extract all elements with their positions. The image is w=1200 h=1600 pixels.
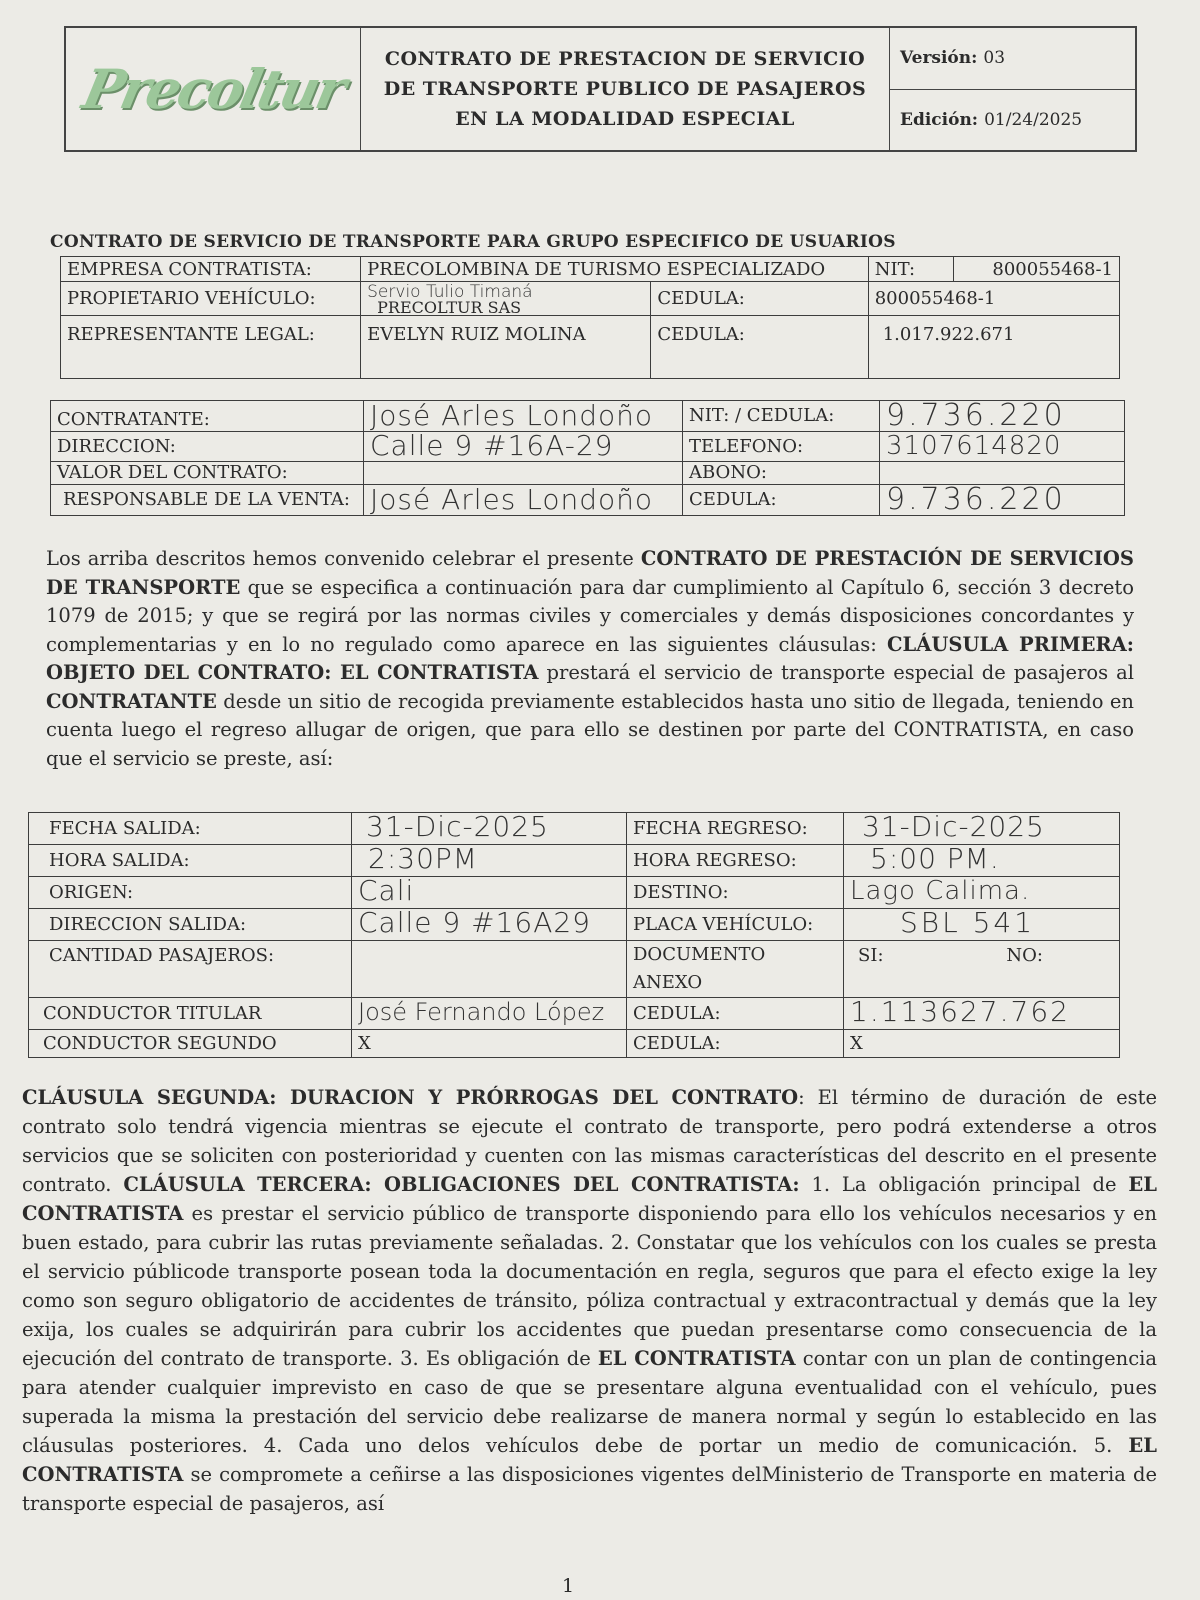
table-row [61, 316, 1120, 379]
table-row [51, 432, 1125, 462]
plate-label: PLACA VEHÍCULO: [627, 909, 844, 941]
origin-value: Cali [358, 876, 415, 907]
clause-text-1: : El término de duración de este contrato solo tendrá vigencia mientras se ejecute el contrato de transporte, pero podrá extenderse a otros servicios que se soliciten con posterioridad y cuenten con las mismas características del descrito en el presente contrato. [22, 1086, 1157, 1196]
table-row [51, 401, 1125, 432]
title-line-3: EN LA MODALIDAD ESPECIAL [455, 108, 795, 130]
document-title [361, 28, 890, 150]
version-value: 03 [983, 48, 1006, 69]
company-logo [66, 28, 361, 150]
departure-date-value: 31-Dic-2025 [366, 812, 549, 843]
legal-rep-id-value: 1.017.922.671 [868, 316, 1119, 379]
intro-text-2: que se especifica a continuación para dar cumplimiento al Capítulo 6, sección 3 decreto 1079 de 2015; y que se regirá por las normas civiles y comerciales y demás disposiciones concordantes y complementarias y en lo no regulado como aparece en las siguientes cláusulas: [46, 575, 1134, 656]
table-row [29, 998, 1120, 1030]
edition-value: 01/24/2025 [984, 109, 1083, 130]
table-row [29, 877, 1120, 909]
page-number: 1 [562, 1575, 575, 1597]
nit-label: NIT: [868, 257, 954, 282]
seller-id-value-cell [880, 485, 1125, 516]
intro-text-4: desde un sitio de recogida previamente establecidos hasta uno sitio de llegada, teniendo en cuenta luego el regreso allugar de origen, que para ello se destinen por parte del CONTRATISTA, en caso que el servicio se preste, así: [46, 689, 1134, 770]
legal-rep-label: REPRESENTANTE LEGAL: [61, 316, 361, 379]
clauses-paragraph [22, 1083, 1157, 1518]
table-row [61, 257, 1120, 282]
address-label: DIRECCION: [51, 432, 364, 462]
client-table [50, 400, 1125, 516]
driver1-value: José Fernando López [358, 997, 605, 1026]
clause-text-3: es prestar el servicio público de transporte disponiendo para ello los vehículos necesarios y en buen estado, para cubrir las rutas previamente señaladas. 2. Constatar que los vehículos con los cuales se presta el servicio públicode transporte posean toda la documentación en regla, seguros que para el efecto exige la ley como son seguro obligatorio de accidentes de tránsito, póliza contractual y extracontractual y demás que la ley exija, los cuales se adquirirán para cubrir los accidentes que puedan presentarse como consecuencia de la ejecución del contrato de transporte. 3. Es obligación de [22, 1202, 1157, 1370]
seller-id-label: CEDULA: [683, 485, 880, 516]
clause-text-2: 1. La obligación principal de [799, 1173, 1129, 1196]
client-nit-value-cell [880, 401, 1125, 432]
destination-cell [844, 877, 1120, 909]
departure-time-label: HORA SALIDA: [29, 845, 352, 877]
client-nit-value: 9.736.220 [886, 400, 1066, 432]
departure-time-value: 2:30PM [368, 844, 478, 875]
clause-bold-1: CLÁUSULA SEGUNDA: DURACION Y PRÓRROGAS DEL CONTRATO [22, 1086, 799, 1109]
origin-cell [352, 877, 627, 909]
trip-table [28, 812, 1120, 1058]
passengers-value [352, 941, 627, 998]
annex-options [844, 941, 1120, 998]
contractor-value: PRECOLOMBINA DE TURISMO ESPECIALIZADO [361, 257, 869, 282]
return-date-value: 31-Dic-2025 [862, 812, 1045, 843]
table-row [29, 813, 1120, 845]
phone-value: 3107614820 [886, 431, 1062, 461]
table-row [51, 462, 1125, 485]
return-date-cell [844, 813, 1120, 845]
address-value-cell [364, 432, 683, 462]
driver1-id-value: 1.113627.762 [850, 997, 1070, 1028]
driver2-id-value: X [844, 1030, 1120, 1058]
driver1-id-cell [844, 998, 1120, 1030]
intro-text-3: prestará el servicio de transporte especial de pasajeros al [538, 661, 1134, 684]
return-date-label: FECHA REGRESO: [627, 813, 844, 845]
clause-text-4: contar con un plan de contingencia para atender cualquier imprevisto en caso de que se presentare alguna eventualidad con el vehículo, pues superada la misma la prestación del servicio debe realizarse de manera normal y según lo establecido en las cláusulas posteriores. 4. Cada uno delos vehículos debe de portar un medio de comunicación. 5. [22, 1347, 1157, 1457]
return-time-label: HORA REGRESO: [627, 845, 844, 877]
edition-row [890, 90, 1135, 151]
title-line-2: DE TRANSPORTE PUBLICO DE PASAJEROS [383, 78, 867, 100]
destination-label: DESTINO: [627, 877, 844, 909]
departure-address-value: Calle 9 #16A29 [358, 908, 591, 939]
owner-value: PRECOLTUR SAS [377, 298, 522, 316]
title-line-1: CONTRATO DE PRESTACION DE SERVICIO [384, 48, 866, 70]
clause-bold-3: EL CONTRATISTA [22, 1173, 1157, 1225]
owner-id-value: 800055468-1 [868, 282, 1119, 316]
table-row [51, 485, 1125, 516]
legal-rep-value: EVELYN RUIZ MOLINA [361, 316, 651, 379]
logo-text: Precoltur [76, 57, 350, 121]
return-time-value: 5:00 PM. [870, 844, 1000, 875]
driver2-label: CONDUCTOR SEGUNDO [29, 1030, 352, 1058]
annex-no-label: NO: [1006, 945, 1043, 966]
intro-text-1: Los arriba descritos hemos convenido celebrar el presente [46, 547, 641, 570]
version-row [890, 28, 1135, 90]
clause-bold-4: EL CONTRATISTA [597, 1347, 796, 1370]
address-value: Calle 9 #16A-29 [370, 431, 614, 462]
seller-value: José Arles Londoño [370, 484, 654, 516]
table-row [61, 282, 1120, 316]
version-box [890, 28, 1135, 150]
driver1-label: CONDUCTOR TITULAR [29, 998, 352, 1030]
owner-handwritten: Servio Tulio Timaná [367, 282, 533, 302]
edition-label: Edición: [900, 109, 979, 130]
destination-value: Lago Calima. [850, 876, 1031, 906]
plate-cell [844, 909, 1120, 941]
clause-bold-5: EL CONTRATISTA [22, 1434, 1157, 1486]
owner-id-label: CEDULA: [651, 282, 868, 316]
phone-label: TELEFONO: [683, 432, 880, 462]
intro-bold-3: CONTRATANTE [46, 689, 217, 713]
clause-bold-2: CLÁUSULA TERCERA: OBLIGACIONES DEL CONTRATISTA: [123, 1173, 800, 1196]
driver2-id-label: CEDULA: [627, 1030, 844, 1058]
owner-label: PROPIETARIO VEHÍCULO: [61, 282, 361, 316]
origin-label: ORIGEN: [29, 877, 352, 909]
contract-value-label: VALOR DEL CONTRATO: [51, 462, 364, 485]
departure-date-cell [352, 813, 627, 845]
version-label: Versión: [900, 48, 978, 69]
table-row [29, 1030, 1120, 1058]
passengers-label: CANTIDAD PASAJEROS: [29, 941, 352, 998]
departure-address-cell [352, 909, 627, 941]
deposit-value [880, 462, 1125, 485]
annex-yes-label: SI: [858, 945, 884, 966]
clause-text-5: se compromete a ceñirse a las disposiciones vigentes delMinisterio de Transporte en materia de transporte especial de pasajeros, así [22, 1463, 1157, 1515]
table-row [29, 909, 1120, 941]
contracting-value-cell [364, 401, 683, 432]
phone-value-cell [880, 432, 1125, 462]
deposit-label: ABONO: [683, 462, 880, 485]
seller-value-cell [364, 485, 683, 516]
departure-time-cell [352, 845, 627, 877]
driver2-value: X [352, 1030, 627, 1058]
contract-title: CONTRATO DE SERVICIO DE TRANSPORTE PARA GRUPO ESPECIFICO DE USUARIOS [50, 232, 896, 252]
document-header [64, 26, 1137, 152]
departure-date-label: FECHA SALIDA: [29, 813, 352, 845]
intro-bold-1: CONTRATO DE PRESTACIÓN DE SERVICIOS DE TRANSPORTE [46, 547, 1134, 599]
company-table [60, 256, 1120, 379]
legal-rep-id-label: CEDULA: [651, 316, 868, 379]
contract-value [364, 462, 683, 485]
table-row [29, 941, 1120, 998]
contracting-label: CONTRATANTE: [51, 401, 364, 432]
annex-label: DOCUMENTO ANEXO [627, 941, 844, 998]
driver1-id-label: CEDULA: [627, 998, 844, 1030]
contracting-value: José Arles Londoño [370, 400, 654, 432]
seller-label: RESPONSABLE DE LA VENTA: [51, 485, 364, 516]
return-time-cell [844, 845, 1120, 877]
driver1-cell [352, 998, 627, 1030]
intro-bold-2: CLÁUSULA PRIMERA: OBJETO DEL CONTRATO: EL CONTRATISTA [46, 632, 1134, 684]
owner-cell [361, 282, 651, 316]
plate-value: SBL 541 [900, 908, 1036, 939]
table-row [29, 845, 1120, 877]
contractor-label: EMPRESA CONTRATISTA: [61, 257, 361, 282]
departure-address-label: DIRECCION SALIDA: [29, 909, 352, 941]
client-nit-label: NIT: / CEDULA: [683, 401, 880, 432]
intro-paragraph [46, 545, 1134, 773]
nit-value: 800055468-1 [954, 257, 1120, 282]
seller-id-value: 9.736.220 [886, 484, 1066, 516]
